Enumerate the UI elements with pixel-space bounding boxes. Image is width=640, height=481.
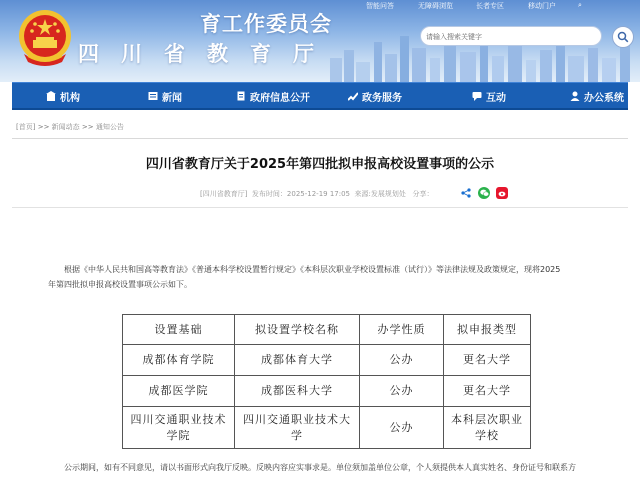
nav-label: 机构	[60, 92, 80, 104]
table-cell: 四川交通职业技术学院	[123, 407, 235, 449]
user-icon	[570, 91, 580, 101]
article-origin: 来源:发展规划处	[354, 190, 406, 198]
article-source: [四川省教育厅]	[200, 190, 248, 198]
nav-item-news[interactable]	[148, 83, 182, 109]
table-cell: 公办	[360, 407, 444, 449]
top-link-mobile[interactable]: 移动门户	[528, 2, 556, 10]
nav-item-gov-info[interactable]	[236, 83, 310, 109]
table-header-cell: 设置基础	[123, 315, 235, 345]
article-title: 四川省教育厅关于2025年第四批拟申报高校设置事项的公示	[145, 157, 495, 172]
table-row	[123, 345, 531, 376]
table-header-row	[123, 315, 531, 345]
top-link-elderly[interactable]: 长者专区	[476, 2, 504, 10]
site-header	[0, 0, 640, 82]
intro-paragraph	[48, 262, 624, 292]
table-cell: 成都医学院	[123, 376, 235, 407]
search-box	[420, 26, 602, 46]
search-input[interactable]	[426, 29, 596, 44]
table-cell: 公办	[360, 345, 444, 376]
table-row	[123, 376, 531, 407]
article-meta	[200, 189, 434, 199]
newspaper-icon	[148, 91, 158, 101]
notice-paragraph: 公示期间，如有不同意见，请以书面形式向我厅反映。反映内容应实事求是。单位须加盖单位公章，个人须提供本人真实姓名、身份证号和联系方	[64, 463, 576, 472]
article-publish-time: 发布时间：2025-12-19 17:05	[251, 190, 351, 198]
nav-label: 政府信息公开	[250, 92, 310, 104]
main-nav	[12, 82, 628, 110]
weibo-share-button[interactable]	[496, 187, 508, 199]
schools-table	[122, 314, 531, 449]
share-label: 分享：	[412, 190, 434, 198]
intro-line: 根据《中华人民共和国高等教育法》《普通本科学校设置暂行规定》《本科层次职业学校设置标准（试行）》等法律法规及政策规定，现将2025	[64, 265, 561, 274]
table-cell: 四川交通职业技术大学	[235, 407, 360, 449]
breadcrumb-separator: >>	[81, 123, 94, 131]
table-cell: 更名大学	[444, 376, 531, 407]
table-header-cell: 办学性质	[360, 315, 444, 345]
nav-item-office-system[interactable]	[570, 83, 624, 109]
table-row	[123, 407, 531, 449]
service-icon	[348, 91, 358, 101]
national-emblem-icon	[16, 6, 74, 72]
breadcrumb-news[interactable]: 新闻动态	[51, 123, 80, 131]
intro-line: 年第四批拟申报高校设置事项公示如下。	[48, 280, 192, 289]
header-title-main: 育工作委员会	[200, 12, 332, 36]
top-link-extra[interactable]: ⌕	[578, 1, 582, 9]
breadcrumb	[16, 122, 124, 132]
share-button[interactable]	[460, 187, 472, 199]
nav-item-interaction[interactable]	[472, 83, 506, 109]
document-icon	[236, 91, 246, 101]
table-cell: 成都医科大学	[235, 376, 360, 407]
search-button[interactable]	[612, 26, 634, 48]
breadcrumb-separator: >>	[37, 123, 50, 131]
nav-label: 政务服务	[362, 92, 402, 104]
table-header-cell: 拟申报类型	[444, 315, 531, 345]
building-icon	[46, 91, 56, 101]
divider	[12, 138, 628, 139]
search-icon	[617, 31, 629, 43]
table-cell: 公办	[360, 376, 444, 407]
nav-label: 新闻	[162, 92, 182, 104]
top-link-smart-qa[interactable]: 智能问答	[366, 2, 394, 10]
header-title-sub: 四川省教育厅	[78, 42, 336, 66]
share-icon	[461, 188, 471, 198]
nav-item-institution[interactable]	[46, 83, 80, 109]
table-cell: 成都体育大学	[235, 345, 360, 376]
nav-label: 互动	[486, 92, 506, 104]
wechat-icon	[480, 189, 489, 197]
top-link-accessibility[interactable]: 无障碍浏览	[418, 2, 453, 10]
table-header-cell: 拟设置学校名称	[235, 315, 360, 345]
table-cell: 更名大学	[444, 345, 531, 376]
table-cell: 成都体育学院	[123, 345, 235, 376]
breadcrumb-notices[interactable]: 通知公告	[95, 123, 124, 131]
nav-label: 办公系统	[584, 92, 624, 104]
breadcrumb-home[interactable]: [首页]	[16, 123, 36, 131]
weibo-icon	[498, 189, 507, 197]
nav-item-services[interactable]	[348, 83, 402, 109]
table-cell: 本科层次职业学校	[444, 407, 531, 449]
chat-icon	[472, 91, 482, 101]
divider	[12, 207, 628, 208]
wechat-share-button[interactable]	[478, 187, 490, 199]
